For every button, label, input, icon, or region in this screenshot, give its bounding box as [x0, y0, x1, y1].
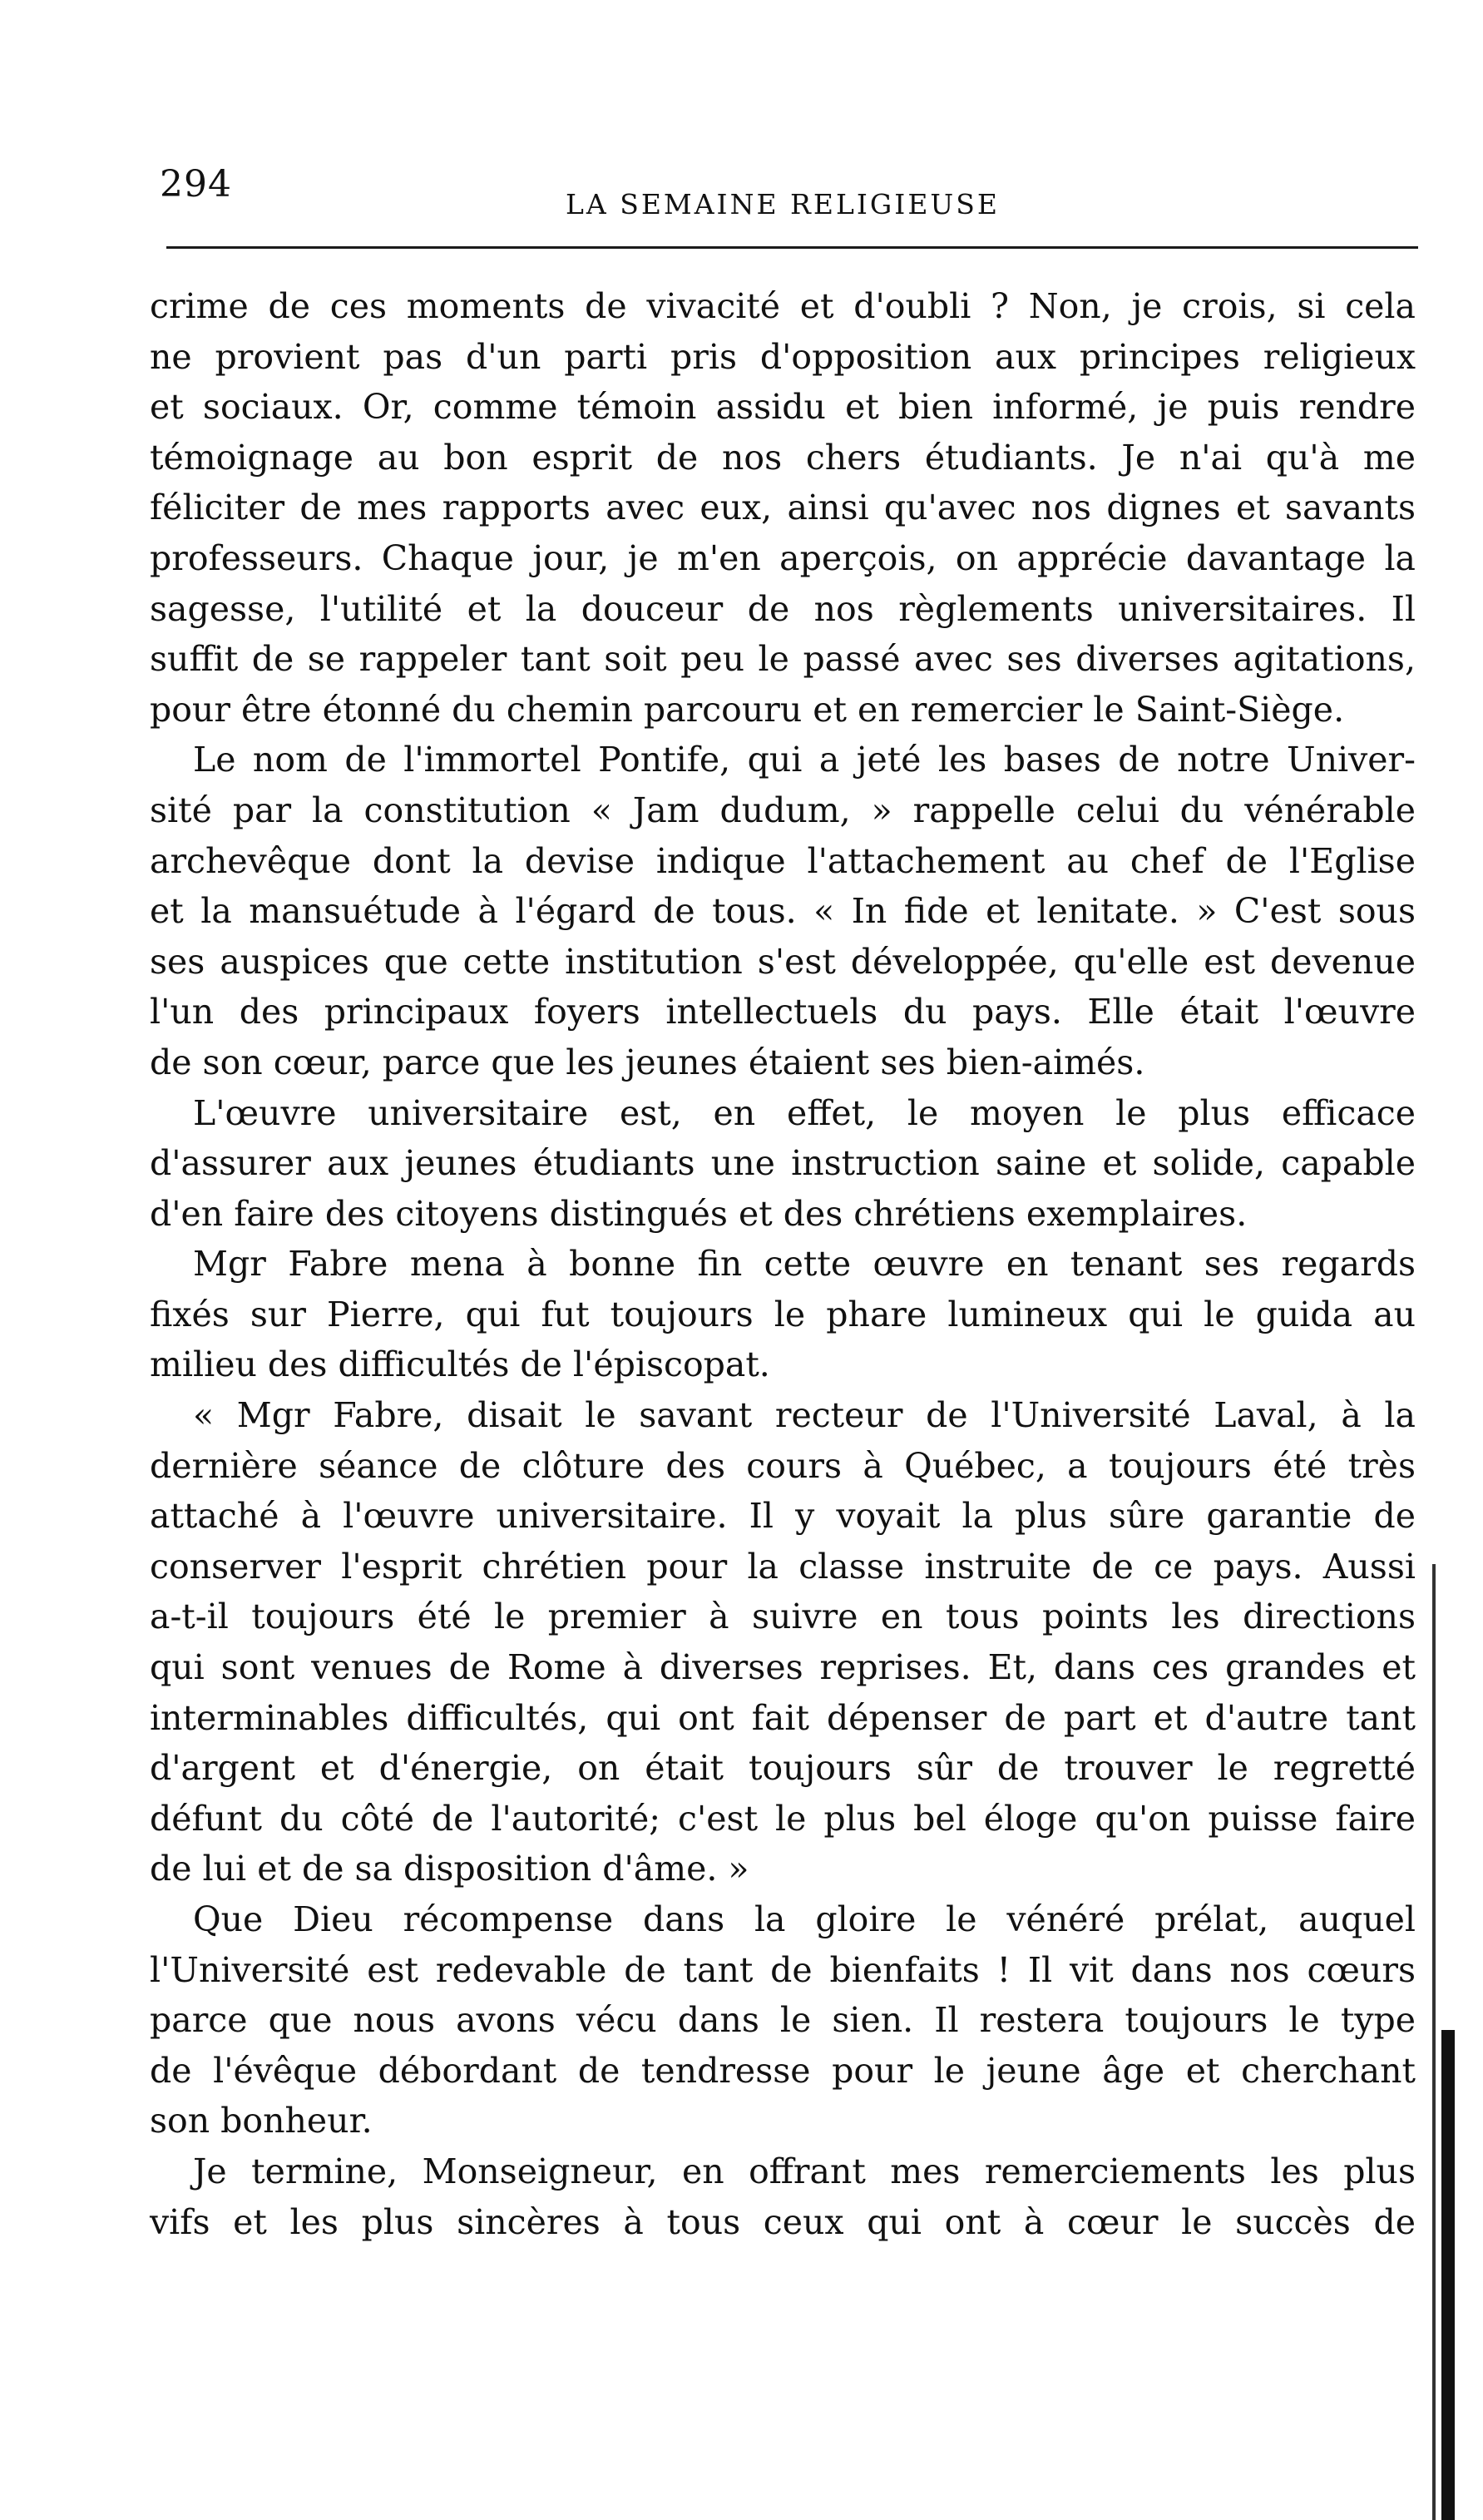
- text-line: son bonheur.: [150, 2101, 373, 2141]
- text-line: attaché à l'œuvre universitaire. Il y voyait la plus sûre garantie de: [150, 1496, 1416, 1537]
- text-line: « Mgr Fabre, disait le savant recteur de l'Université Laval, à la: [193, 1395, 1416, 1436]
- text-line: vifs et les plus sincères à tous ceux qui ont à cœur le succès de: [150, 2201, 1416, 2242]
- text-line: L'œuvre universitaire est, en effet, le moyen le plus efficace: [193, 1092, 1416, 1133]
- text-line: milieu des difficultés de l'épiscopat.: [150, 1344, 770, 1385]
- text-line: Que Dieu récompense dans la gloire le vénéré prélat, auquel: [193, 1899, 1416, 1939]
- text-line: l'un des principaux foyers intellectuels du pays. Elle était l'œuvre: [150, 992, 1416, 1032]
- text-line: dernière séance de clôture des cours à Québec, a toujours été très: [150, 1445, 1416, 1486]
- text-line: suffit de se rappeler tant soit peu le passé avec ses diverses agitations,: [150, 639, 1416, 680]
- text-line: de lui et de sa disposition d'âme. »: [150, 1849, 749, 1889]
- text-line: Je termine, Monseigneur, en offrant mes remerciements les plus: [193, 2151, 1416, 2191]
- text-line: d'argent et d'énergie, on était toujours sûr de trouver le regretté: [150, 1748, 1416, 1789]
- body-text: [150, 281, 1416, 2247]
- page-edge-shadow: [1441, 2030, 1455, 2520]
- text-line: fixés sur Pierre, qui fut toujours le phare lumineux qui le guida au: [150, 1294, 1416, 1334]
- text-line: ses auspices que cette institution s'est développée, qu'elle est devenue: [150, 941, 1416, 982]
- text-line: et sociaux. Or, comme témoin assidu et bien informé, je puis rendre: [150, 387, 1416, 428]
- text-line: l'Université est redevable de tant de bienfaits ! Il vit dans nos cœurs: [150, 1949, 1416, 1990]
- text-line: archevêque dont la devise indique l'attachement au chef de l'Eglise: [150, 840, 1416, 881]
- text-line: de l'évêque débordant de tendresse pour le jeune âge et cherchant: [150, 2050, 1416, 2091]
- text-line: de son cœur, parce que les jeunes étaient ses bien-aimés.: [150, 1042, 1145, 1082]
- text-line: défunt du côté de l'autorité; c'est le plus bel éloge qu'on puisse faire: [150, 1798, 1416, 1839]
- text-line: crime de ces moments de vivacité et d'oubli ? Non, je crois, si cela: [150, 286, 1416, 326]
- text-line: a-t-il toujours été le premier à suivre en tous points les directions: [150, 1597, 1416, 1637]
- text-line: professeurs. Chaque jour, je m'en aperçois, on apprécie davantage la: [150, 537, 1416, 578]
- text-line: témoignage au bon esprit de nos chers étudiants. Je n'ai qu'à me: [150, 437, 1416, 478]
- text-line: interminables difficultés, qui ont fait dépenser de part et d'autre tant: [150, 1697, 1416, 1738]
- text-line: d'en faire des citoyens distingués et des chrétiens exemplaires.: [150, 1193, 1248, 1234]
- page-edge-shadow-thin: [1432, 1564, 1436, 2520]
- running-head: LA SEMAINE RELIGIEUSE: [566, 188, 1000, 220]
- text-line: d'assurer aux jeunes étudiants une instruction saine et solide, capable: [150, 1143, 1416, 1184]
- text-line: Le nom de l'immortel Pontife, qui a jeté les bases de notre Univer-: [193, 740, 1416, 780]
- text-line: sité par la constitution « Jam dudum, » rappelle celui du vénérable: [150, 790, 1416, 830]
- text-line: féliciter de mes rapports avec eux, ainsi qu'avec nos dignes et savants: [150, 488, 1416, 528]
- text-line: qui sont venues de Rome à diverses reprises. Et, dans ces grandes et: [150, 1647, 1416, 1688]
- text-line: ne provient pas d'un parti pris d'opposition aux principes religieux: [150, 336, 1416, 377]
- header-rule: [166, 246, 1418, 249]
- text-line: pour être étonné du chemin parcouru et en remercier le Saint-Siège.: [150, 689, 1345, 730]
- text-line: et la mansuétude à l'égard de tous. « In fide et lenitate. » C'est sous: [150, 891, 1416, 932]
- text-line: Mgr Fabre mena à bonne fin cette œuvre en tenant ses regards: [193, 1244, 1416, 1285]
- text-line: parce que nous avons vécu dans le sien. Il restera toujours le type: [150, 2000, 1416, 2041]
- text-line: sagesse, l'utilité et la douceur de nos règlements universitaires. Il: [150, 588, 1416, 629]
- text-line: conserver l'esprit chrétien pour la classe instruite de ce pays. Aussi: [150, 1546, 1416, 1587]
- page-number: 294: [160, 163, 232, 205]
